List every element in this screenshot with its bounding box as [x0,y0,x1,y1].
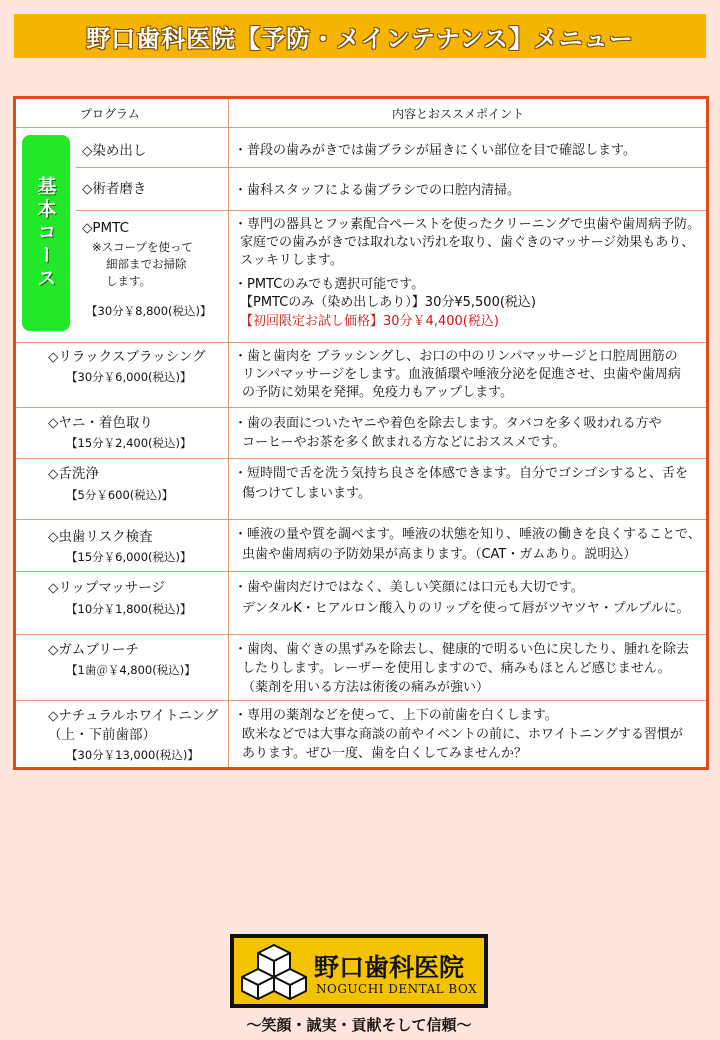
program-name: ◇ヤニ・着色取り [48,415,153,431]
program-desc-line: ・専門の器具とフッ素配合ペーストを使ったクリーニングで虫歯や歯周病予防。 [234,217,701,232]
program-desc-line: ・PMTCのみでも選択可能です。 [234,277,425,292]
program-desc-line: 家庭での歯みがきでは取れない汚れを取り、歯ぐきのマッサージ効果もあり、 [240,235,695,250]
basic-course-label: 基本コース [34,175,57,291]
program-desc-line: （薬剤を用いる方法は術後の痛みが強い） [242,680,490,695]
program-desc-line: ・短時間で舌を洗う気持ち良さを体感できます。自分でゴシゴシすると、舌を [234,466,688,481]
program-desc-line: 【PMTCのみ（染め出しあり）】30分¥5,500(税込) [240,295,536,310]
program-desc-line: ・歯や歯肉だけではなく、美しい笑顔には口元も大切です。 [234,580,584,595]
program-desc-line: ・専用の薬剤などを使って、上下の前歯を白くします。 [234,708,558,723]
program-name: ◇舌洗浄 [48,466,99,482]
program-desc-line: ・歯科スタッフによる歯ブラシでの口腔内清掃。 [234,183,521,198]
program-price: 【15分￥6,000(税込)】 [66,550,192,564]
logo-name-jp: 野口歯科医院 [314,953,465,982]
trial-price: 30分￥4,400(税込) [383,314,499,329]
program-desc-line: 傷つけてしまいます。 [242,486,371,501]
basic-course-badge [22,135,70,331]
program-name: ◇虫歯リスク検査 [48,529,153,545]
program-price: 【10分￥1,800(税込)】 [66,602,192,616]
program-name: ◇PMTC [82,220,130,236]
program-note: 細部までお掃除 [106,257,187,271]
title-banner [14,14,706,58]
program-desc-line: 虫歯や歯周病の予防効果が高まります。（CAT・ガムあり。説明込） [242,547,637,562]
program-desc-line: スッキリします。 [240,253,343,268]
program-desc-line: リンパマッサージをします。血液循環や唾液分泌を促進させ、虫歯や歯周病 [242,367,681,382]
program-name: ◇ガムブリーチ [48,642,139,658]
program-note: ※スコープを使って [92,240,194,254]
program-subname: （上・下前歯部） [48,727,156,743]
program-name: ◇術者磨き [82,181,147,197]
program-desc-line: コーヒーやお茶を多く飲まれる方などにおススメです。 [242,435,566,450]
program-price: 【15分￥2,400(税込)】 [66,436,192,450]
program-name: ◇リップマッサージ [48,580,166,596]
program-desc-line: ・唾液の量や質を調べます。唾液の状態を知り、唾液の働きを良くすることで、 [234,527,701,542]
clinic-motto: ～笑顔・誠実・貢献そして信頼～ [246,1016,472,1034]
program-note: します。 [106,274,152,288]
page-title: 野口歯科医院【予防・メインテナンス】メニュー [86,24,634,53]
program-price: 【5分￥600(税込)】 [66,488,174,502]
program-name: ◇染め出し [82,143,147,159]
program-desc-line: の予防に効果を発揮。免疫力もアップします。 [242,385,514,400]
trial-label: 【初回限定お試し価格】 [240,314,384,329]
program-desc-line: ・歯の表面についたヤニや着色を除去します。タバコを多く吸われる方や [234,416,662,431]
trial-price-line [240,314,499,330]
program-desc-line: ・普段の歯みがきでは歯ブラシが届きにくい部位を目で確認します。 [234,143,636,158]
cube-logo-icon [240,943,308,1001]
program-desc-line: ・歯と歯肉を ブラッシングし、お口の中のリンパマッサージと口腔周囲筋の [234,349,678,364]
clinic-logo [230,934,488,1008]
program-price: 【30分￥8,800(税込)】 [86,304,212,318]
program-desc-line: 欧米などでは大事な商談の前やイベントの前に、ホワイトニングする習慣が [242,727,683,742]
program-desc-line: デンタルK・ヒアルロン酸入りのリップを使って唇がツヤツヤ・プルプルに。 [242,601,690,616]
program-name: ◇ナチュラルホワイトニング [48,708,219,724]
header-content: 内容とおススメポイント [392,107,525,121]
program-desc-line: したりします。レーザーを使用しますので、痛みもほとんど感じません。 [242,661,671,676]
program-desc-line: ・歯肉、歯ぐきの黒ずみを除去し、健康的で明るい色に戻したり、腫れを除去 [234,642,690,657]
logo-name-en: NOGUCHI DENTAL BOX [316,982,478,996]
header-program: プログラム [80,107,140,121]
program-desc-line: あります。ぜひ一度、歯を白くしてみませんか？ [242,746,527,761]
program-name: ◇リラックスブラッシング [48,349,206,365]
menu-table [13,96,709,770]
program-price: 【30分￥13,000(税込)】 [66,748,199,762]
program-price: 【30分￥6,000(税込)】 [66,370,192,384]
program-price: 【1歯＠￥4,800(税込)】 [66,663,196,677]
